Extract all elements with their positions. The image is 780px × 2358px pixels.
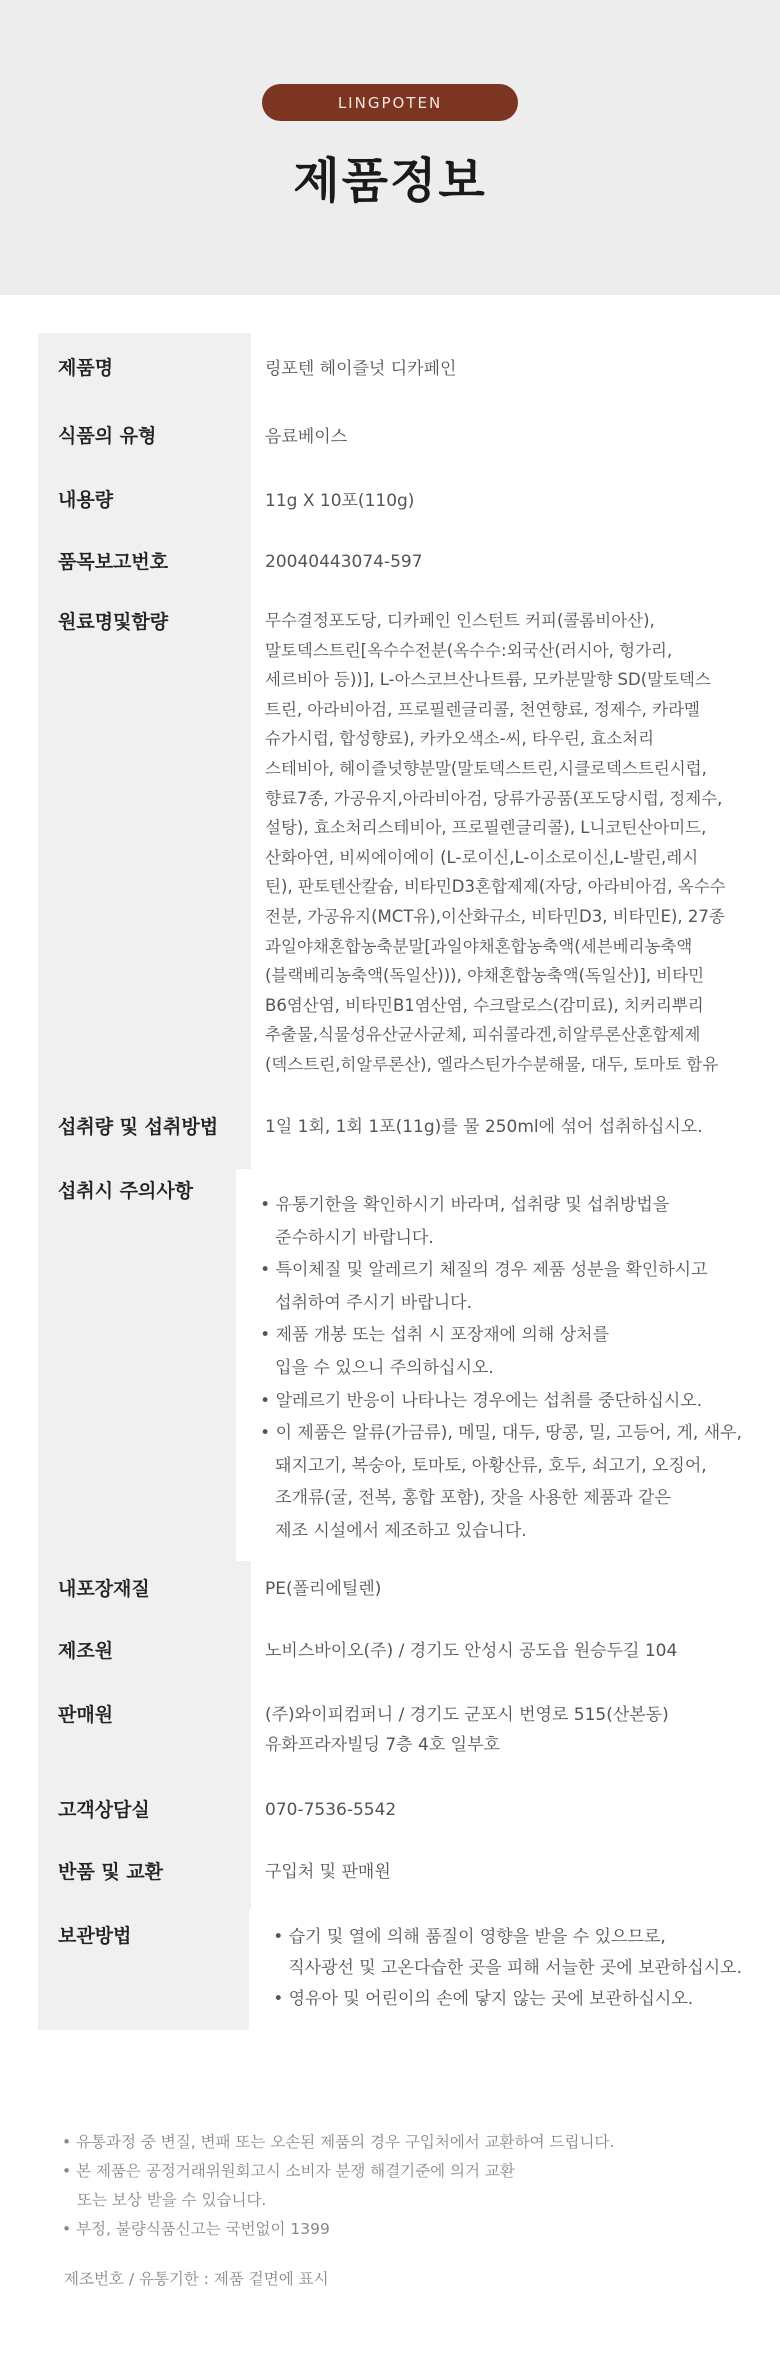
row-food-type [38,409,742,473]
row-value: 구입처 및 판매원 [265,1862,391,1882]
page-title: 제품정보 [293,153,487,209]
row-label: 섭취량 및 섭취방법 [38,1108,251,1169]
row-value: 20040443074-597 [265,552,423,572]
row-value: • 습기 및 열에 의해 품질이 영향을 받을 수 있으므로, 직사광선 및 고온다습한 곳을 피해 서늘한 곳에 보관하십시오. • 영유아 및 어린이의 손에 닿지 않는 곳에 보관하십시오. [273,1927,742,2009]
row-value: PE(폴리에틸렌) [265,1579,382,1599]
row-value: 노비스바이오(주) / 경기도 안성시 공도읍 원승두길 104 [265,1641,678,1661]
row-packaging [38,1561,742,1624]
row-value: 11g X 10포(110g) [265,491,415,511]
brand-badge: LINGPOTEN [262,84,518,121]
row-value: 음료베이스 [265,427,348,447]
row-product-name [38,333,742,409]
row-value: 링포텐 헤이즐넛 디카페인 [265,359,457,379]
row-label: 섭취시 주의사항 [38,1169,236,1561]
row-value: 무수결정포도당, 디카페인 인스턴트 커피(콜롬비아산), 말토덱스트린[옥수수전분(옥수수:외국산(러시아, 헝가리, 세르비아 등))], L-아스코브산나트륨, 모카분말향 SD(말토덱스 트린, 아라비아검, 프로필렌글리콜, 천연향료, 정제수, 카라멜 슈가시럽, 합성향료), 카카오색소-씨, 타우린, 효소처리 스테비아, 헤이즐넛향분말(말토덱스트린,시클로덱스트린시럽, 향료7종, 가공유지,아라비아검, 당류가공품(포도당시럽, 정제수, 설탕), 효소처리스테비아, 프로필렌글리콜), L니코틴산아미드, 산화아연, 비씨에이에이 (L-로이신,L-이소로이신,L-발린,레시 틴), 판토텐산칼슘, 비타민D3혼합제제(자당, 아라비아검, 옥수수 전분, 가공유지(MCT유),이산화규소, 비타민D3, 비타민E), 27종 과일야채혼합농축분말[과일야채혼합농축액(세븐베리농축액 (블랙베리농축액(독일산))), 야채혼합농축액(독일산)], 비타민 B6염산염, 비타민B1염산염, 수크랄로스(감미료), 치커리뿌리 추출물,식물성유산균사균체, 피쉬콜라겐,히알루론산혼합제제 (덱스트린,히알루론산), 엘라스틴가수분해물, 대두, 토마토 함유 [265,611,726,1074]
row-value: (주)와이피컴퍼니 / 경기도 군포시 번영로 515(산본동) 유화프라자빌딩 7층 4호 일부호 [265,1705,669,1755]
notice-item: • 유통과정 중 변질, 변패 또는 오손된 제품의 경우 구입처에서 교환하여 드립니다. [62,2133,615,2151]
row-value: 1일 1회, 1회 1포(11g)를 물 250ml에 섞어 섭취하십시오. [265,1117,703,1137]
row-label: 제품명 [38,333,251,409]
row-label: 내포장재질 [38,1561,251,1624]
notice-item: 또는 보상 받을 수 있습니다. [77,2191,267,2209]
row-return-exchange [38,1845,742,1909]
row-label: 판매원 [38,1688,251,1781]
row-label: 반품 및 교환 [38,1845,251,1909]
notice-list [62,2128,614,2244]
row-precautions [38,1169,742,1561]
row-report-number [38,535,742,596]
row-label: 내용량 [38,473,251,535]
row-label: 제조원 [38,1624,251,1688]
row-intake-method [38,1108,742,1169]
row-net-content [38,473,742,535]
row-label: 원료명및함량 [38,596,251,1108]
row-value: 070-7536-5542 [265,1800,397,1820]
row-seller [38,1688,742,1781]
notice-item: • 부정, 불량식품신고는 국번없이 1399 [62,2220,330,2238]
row-label: 품목보고번호 [38,535,251,596]
notice-item: • 본 제품은 공정거래위원회고시 소비자 분쟁 해결기준에 의거 교환 [62,2162,515,2180]
row-value: • 유통기한을 확인하시기 바라며, 섭취량 및 섭취방법을 준수하시기 바랍니다. • 특이체질 및 알레르기 체질의 경우 제품 성분을 확인하시고 섭취하여 주시기 바랍니다. • 제품 개봉 또는 섭취 시 포장재에 의해 상처를 입을 수 있으니 주의하십시오. • 알레르기 반응이 나타나는 경우에는 섭취를 중단하십시오. • 이 제품은 알류(가금류), 메밀, 대두, 땅콩, 밀, 고등어, 게, 새우, 돼지고기, 복숭아, 토마토, 아황산류, 호두, 쇠고기, 오징어, 조개류(굴, 전복, 홍합 포함), 잣을 사용한 제품과 같은 제조 시설에서 제조하고 있습니다. [260,1195,742,1541]
footer-text: 제조번호 / 유통기한 : 제품 겉면에 표시 [64,2270,329,2288]
row-customer-service [38,1781,742,1845]
row-ingredients [38,596,742,1108]
row-label: 식품의 유형 [38,409,251,473]
product-info-table [38,333,742,2030]
row-label: 보관방법 [38,1909,249,2030]
row-manufacturer [38,1624,742,1688]
row-storage [38,1909,742,2030]
row-label: 고객상담실 [38,1781,251,1845]
header [0,0,780,295]
